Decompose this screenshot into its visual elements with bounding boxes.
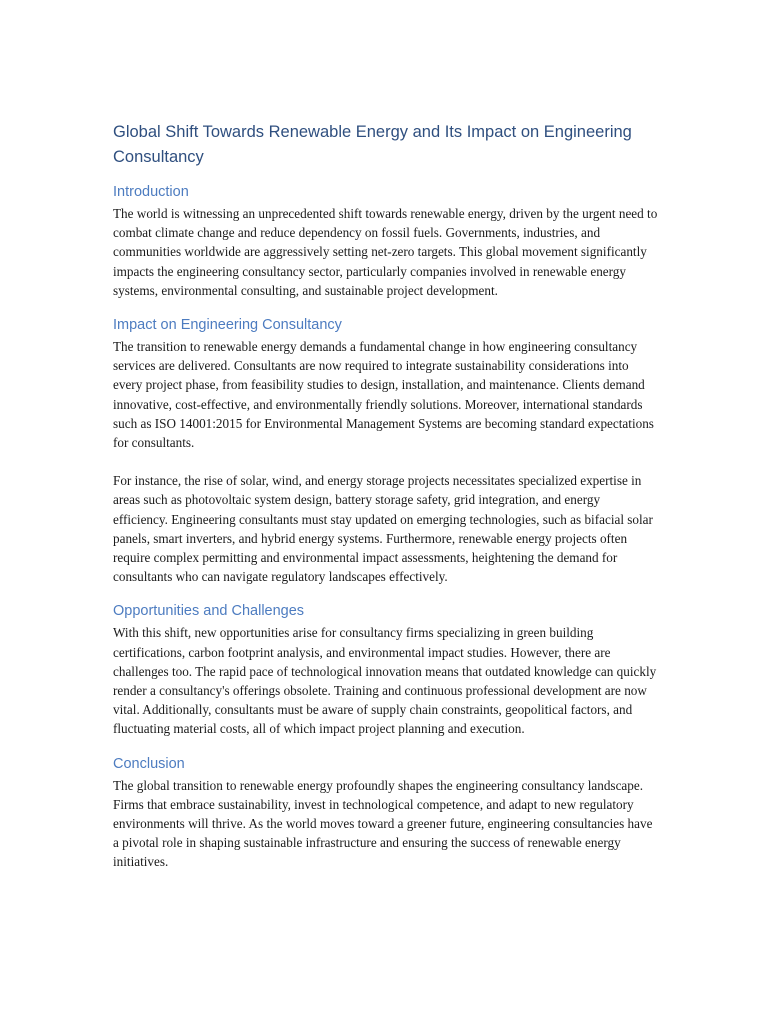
- section-heading: Conclusion: [113, 755, 185, 772]
- section-opportunities: [113, 601, 658, 738]
- paragraph: The global transition to renewable energy profoundly shapes the engineering consultancy landscape. Firms that embrace sustainability, invest in technological competence, and adapt to new regulatory environments will thrive. As the world moves toward a greener future, engineering consultancies have a pivotal role in shaping sustainable infrastructure and ensuring the success of renewable energy initiatives.: [113, 777, 653, 870]
- section-introduction: [113, 182, 658, 300]
- document-page: [113, 120, 658, 887]
- paragraph: The transition to renewable energy demands a fundamental change in how engineering consultancy services are delivered. Consultants are now required to integrate sustainability considerations into every project phase, from feasibility studies to design, installation, and maintenance. Clients demand innovative, cost-effective, and environmentally friendly solutions. Moreover, international standards such as ISO 14001:2015 for Environmental Management Systems are becoming standard expectations for consultants.: [113, 339, 654, 451]
- section-heading: Introduction: [113, 184, 189, 200]
- paragraph: The world is witnessing an unprecedented shift towards renewable energy, driven by the urgent need to combat climate change and reduce dependency on fossil fuels. Governments, industries, and communities worldwide are aggressively setting net-zero targets. This global movement significantly impacts the engineering consultancy sector, particularly companies involved in renewable energy systems, environmental consulting, and sustainable project development.: [113, 206, 658, 298]
- document-title: Global Shift Towards Renewable Energy and Its Impact on Engineering Consultancy: [113, 123, 632, 166]
- paragraph: For instance, the rise of solar, wind, and energy storage projects necessitates specialized expertise in areas such as photovoltaic system design, battery storage safety, grid integration, and energy efficiency. Engineering consultants must stay updated on emerging technologies, such as bifacial solar panels, smart inverters, and hybrid energy systems. Furthermore, renewable energy projects often require complex permitting and environmental impact assessments, heightening the demand for consultants who can navigate regulatory landscapes effectively.: [113, 473, 653, 585]
- section-conclusion: [113, 754, 658, 872]
- section-impact: [113, 315, 658, 586]
- paragraph: With this shift, new opportunities arise for consultancy firms specializing in green building certifications, carbon footprint analysis, and environmental impact studies. However, there are challenges too. The rapid pace of technological innovation means that outdated knowledge can quickly render a consultancy's offerings obsolete. Training and continuous professional development are now vital. Additionally, consultants must be aware of supply chain constraints, geopolitical factors, and fluctuating material costs, all of which impact project planning and execution.: [113, 625, 657, 737]
- section-heading: Opportunities and Challenges: [113, 603, 305, 620]
- section-heading: Impact on Engineering Consultancy: [113, 317, 342, 334]
